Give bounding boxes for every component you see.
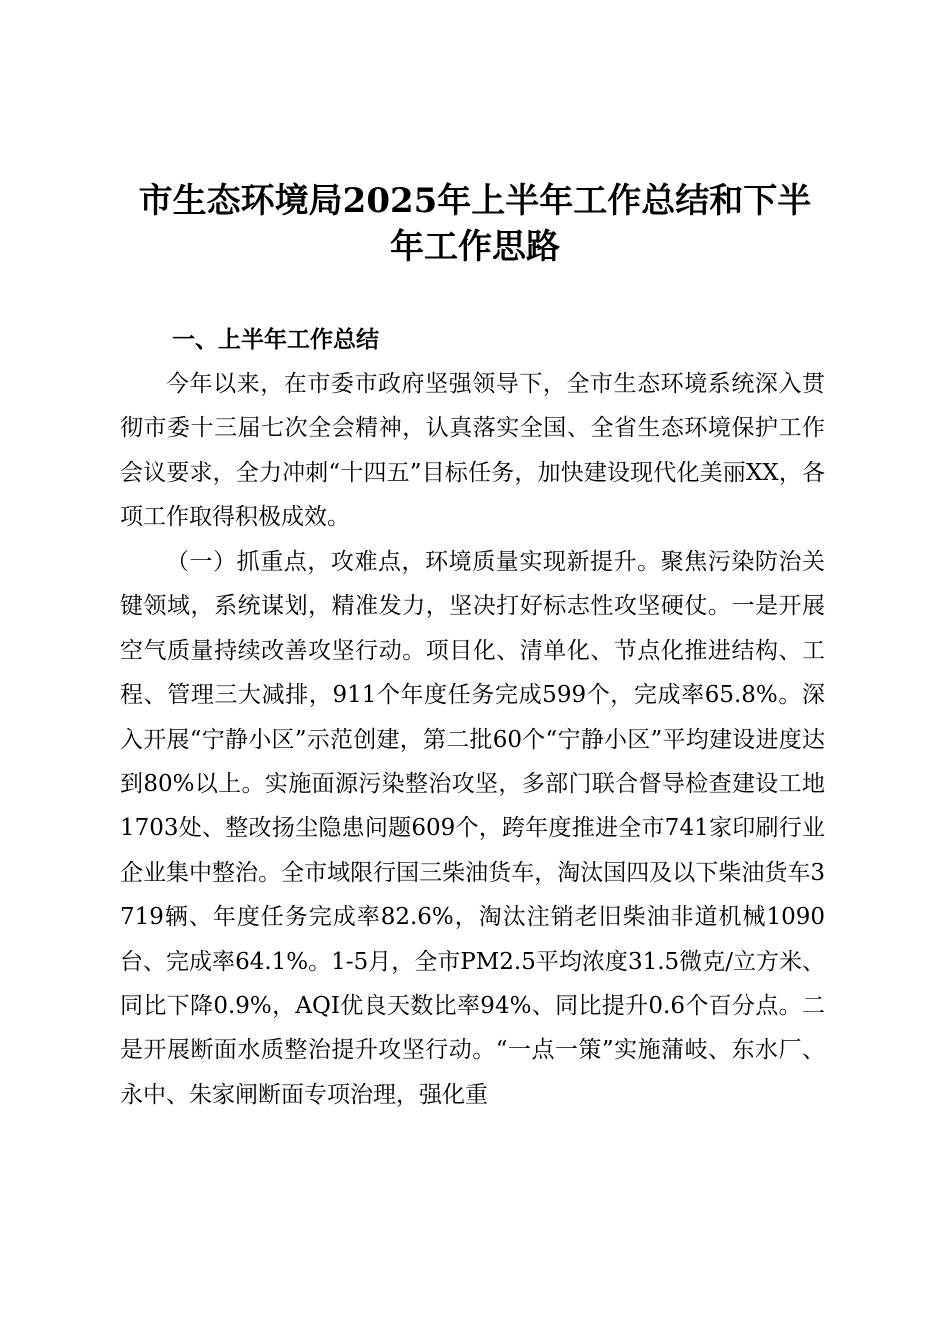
paragraph-intro: 今年以来，在市委市政府坚强领导下，全市生态环境系统深入贯彻市委十三届七次全会精神，认真落实全国、全省生态环境保护工作会议要求，全力冲刺“十四五”目标任务，加快建设现代化美丽XX，各项工作取得积极成效。 <box>120 371 825 531</box>
paragraph-body: 聚焦污染防治关键领域，系统谋划，精准发力，坚决打好标志性攻坚硬仗。一是开展空气质量持续改善攻坚行动。项目化、清单化、节点化推进结构、工程、管理三大减排，911个年度任务完成599个，完成率65.8%。深入开展“宁静小区”示范创建，第二批60个“宁静小区”平均建设进度达到80%以上。实施面源污染整治攻坚，多部门联合督导检查建设工地1703处、整改扬尘隐患问题609个，跨年度推进全市741家印刷行业企业集中整治。全市域限行国三柴油货车，淘汰国四及以下柴油货车3719辆、年度任务完成率82.6%，淘汰注销老旧柴油非道机械1090台、完成率64.1%。1-5月，全市PM2.5平均浓度31.5微克/立方米、同比下降0.9%，AQI优良天数比率94%、同比提升0.6个百分点。二是开展断面水质整治提升攻坚行动。“一点一策”实施蒲岐、东水厂、永中、朱家闸断面专项治理，强化重 <box>120 549 826 1108</box>
document-title-line-1: 市生态环境局2025年上半年工作总结和下半 <box>138 181 812 221</box>
paragraph-subheading: （一）抓重点，攻难点，环境质量实现新提升。 <box>166 549 661 575</box>
document-title-line-2: 年工作思路 <box>390 227 560 267</box>
section-heading: 一、上半年工作总结 <box>172 327 379 353</box>
document-title <box>120 178 830 270</box>
paragraph-environment-quality <box>120 540 825 1117</box>
